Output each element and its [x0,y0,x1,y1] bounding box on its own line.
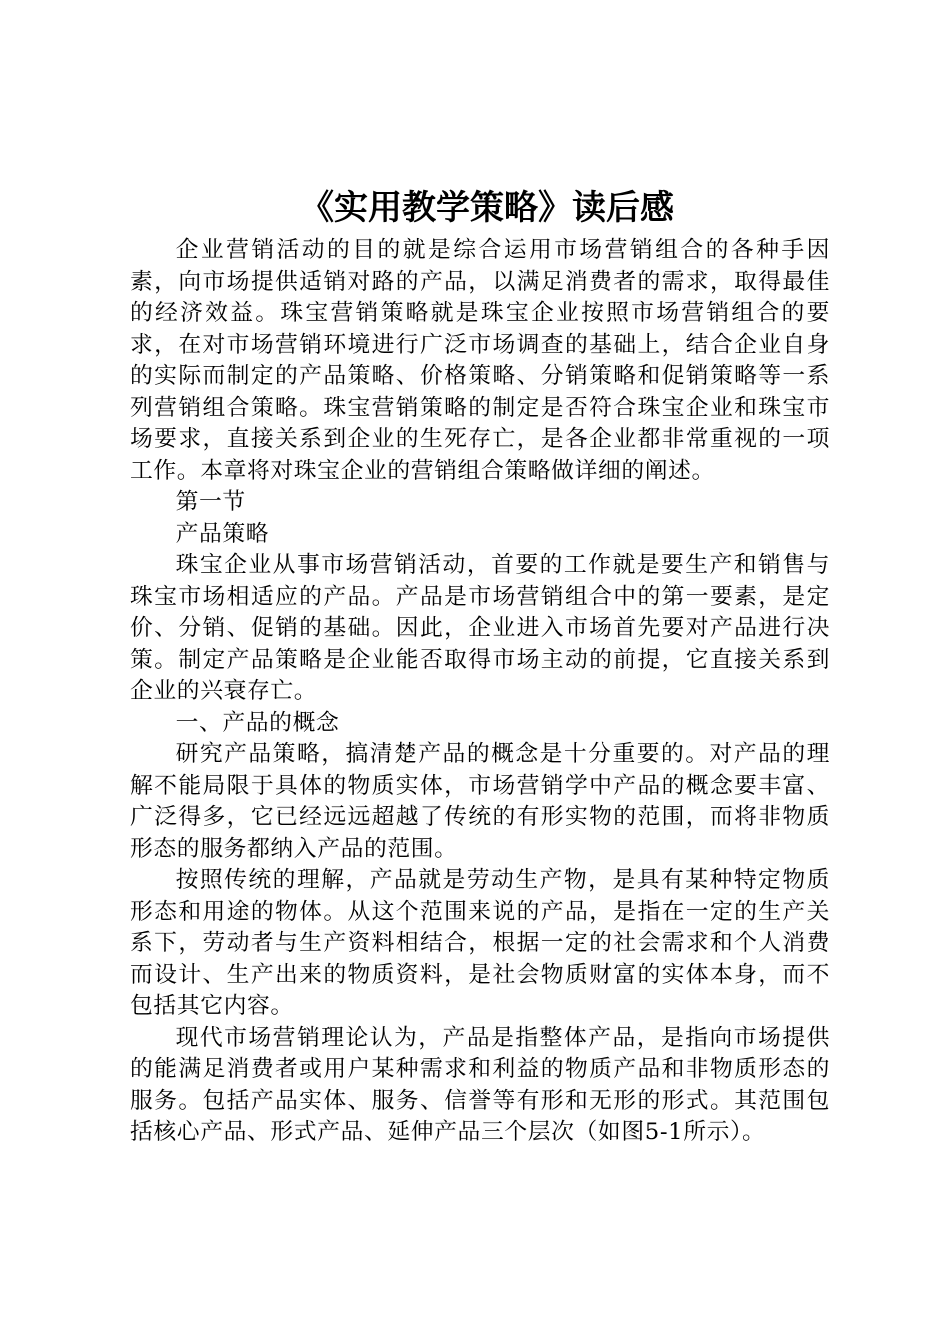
document-body [130,235,830,1149]
section-heading-title: 产品策略 [175,520,270,547]
section-heading-number: 第一节 [175,489,246,515]
subsection-heading: 一、产品的概念 [175,709,340,736]
paragraph-product-concept: 研究产品策略，搞清楚产品的概念是十分重要的。对产品的理解不能局限于具体的物质实体，市场营销学中产品的概念要丰富、广泛得多，它已经远远超越了传统的有形实物的范围，而将非物质形态的服务都纳入产品的范围。 [130,741,830,862]
paragraph-product-strategy: 珠宝企业从事市场营销活动，首要的工作就是要生产和销售与珠宝市场相适应的产品。产品是市场营销组合中的第一要素，是定价、分销、促销的基础。因此，企业进入市场首先要对产品进行决策。制定产品策略是企业能否取得市场主动的前提，它直接关系到企业的兴衰存亡。 [130,552,830,704]
paragraph-intro: 企业营销活动的目的就是综合运用市场营销组合的各种手因素，向市场提供适销对路的产品，以满足消费者的需求，取得最佳的经济效益。珠宝营销策略就是珠宝企业按照市场营销组合的要求，在对市场营销环境进行广泛市场调查的基础上，结合企业自身的实际而制定的产品策略、价格策略、分销策略和促销策略等一系列营销组合策略。珠宝营销策略的制定是否符合珠宝企业和珠宝市场要求，直接关系到企业的生死存亡，是各企业都非常重视的一项工作。本章将对珠宝企业的营销组合策略做详细的阐述。 [130,237,830,484]
paragraph-traditional-view: 按照传统的理解，产品就是劳动生产物，是具有某种特定物质形态和用途的物体。从这个范围来说的产品，是指在一定的生产关系下，劳动者与生产资料相结合，根据一定的社会需求和个人消费而设计、生产出来的物质资料，是社会物质财富的实体本身，而不包括其它内容。 [130,867,830,1019]
document-title: 《实用教学策略》读后感 [300,188,674,228]
paragraph-modern-view: 现代市场营销理论认为，产品是指整体产品，是指向市场提供的能满足消费者或用户某种需求和利益的物质产品和非物质形态的服务。包括产品实体、服务、信誉等有形和无形的形式。其范围包括核心产品、形式产品、延伸产品三个层次（如图5-1所示）。 [130,1024,830,1145]
